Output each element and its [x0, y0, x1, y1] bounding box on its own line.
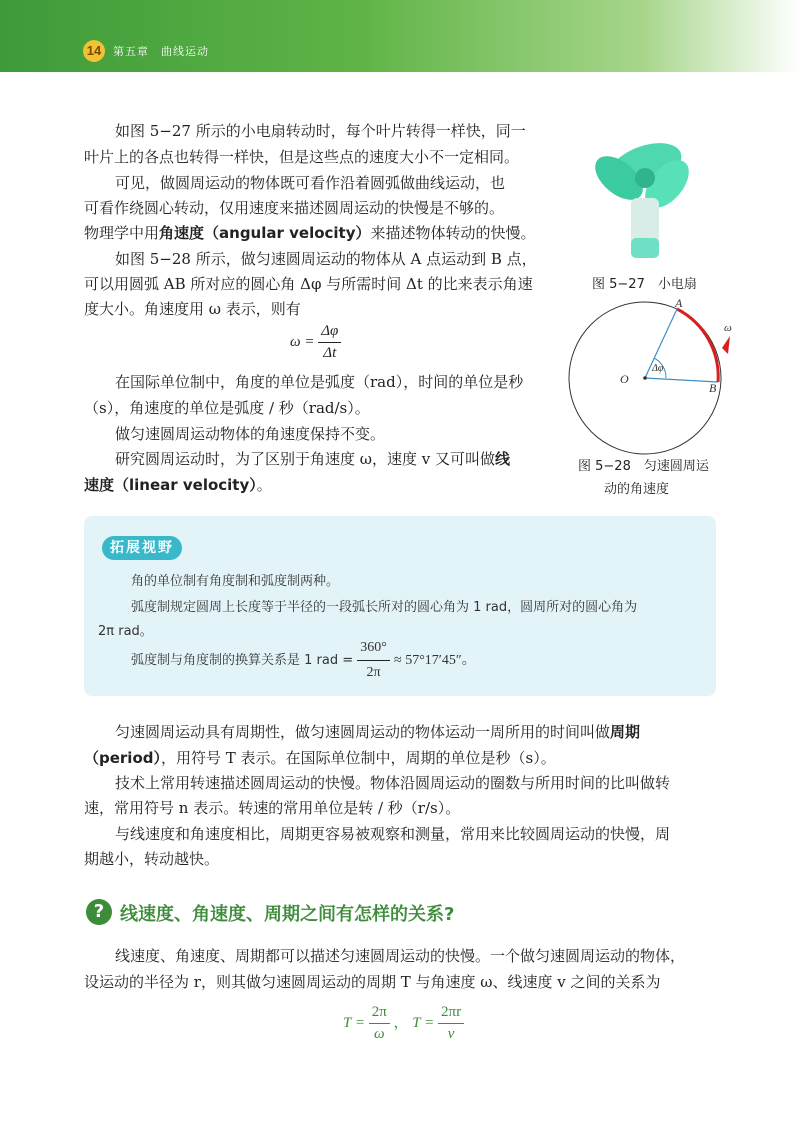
paragraph-line	[84, 473, 272, 499]
formula-lhs: T =	[343, 1014, 365, 1031]
text-run: 来描述物体转动的快慢。	[370, 224, 536, 242]
text-run: ≈ 57°17′45″。	[394, 653, 476, 668]
fraction	[369, 1004, 390, 1043]
section-title: 线速度、角速度、周期之间有怎样的关系?	[120, 904, 455, 925]
term-linear: 线	[495, 450, 511, 468]
circle-figure	[560, 296, 740, 456]
label-omega: ω	[724, 322, 732, 334]
fan-hub	[635, 168, 655, 188]
paragraph-line: 与线速度和角速度相比，周期更容易被观察和测量，常用来比较圆周运动的快慢，周	[115, 825, 671, 843]
box-line: 弧度制规定圆周上长度等于半径的一段弧长所对的圆心角为 1 rad，圆周所对的圆心角为	[131, 600, 638, 615]
fraction	[318, 323, 341, 362]
fan-figure	[585, 118, 705, 268]
direction-arrow-icon	[722, 336, 730, 354]
paragraph-line: 可以用圆弧 AB 所对应的圆心角 Δφ 与所需时间 Δt 的比来表示角速	[84, 275, 533, 293]
box-line: 2π rad。	[98, 624, 153, 639]
text-run: 物理学中用	[84, 224, 160, 242]
fraction-numerator: Δφ	[318, 323, 341, 343]
fraction-denominator: 2π	[366, 665, 381, 680]
formula-lhs: ω =	[290, 333, 315, 350]
paragraph-line: 速，常用符号 n 表示。转速的常用单位是转 / 秒（r/s）。	[84, 799, 461, 817]
paragraph-line: 如图 5−28 所示，做匀速圆周运动的物体从 A 点运动到 B 点，	[115, 250, 537, 268]
paragraph-line	[115, 720, 640, 746]
paragraph-line: 线速度、角速度、周期都可以描述匀速圆周运动的快慢。一个做匀速圆周运动的物体，	[115, 947, 686, 965]
paragraph-line: 可见，做圆周运动的物体既可看作沿着圆弧做曲线运动，也	[115, 174, 506, 192]
fraction-numerator: 360°	[357, 638, 390, 661]
center-point	[643, 376, 647, 380]
term-linear-velocity: 速度（linear velocity）	[84, 476, 257, 494]
radius-ob	[645, 378, 718, 382]
box-line-formula	[131, 638, 476, 683]
paragraph-line	[84, 221, 536, 247]
text-run: 研究圆周运动时，为了区别于角速度 ω，速度 v 又可叫做	[115, 450, 496, 468]
paragraph-line: 做匀速圆周运动物体的角速度保持不变。	[115, 425, 386, 443]
extension-box-title: 拓展视野	[102, 536, 182, 560]
separator: ，	[393, 1014, 409, 1031]
figure-caption: 图 5−28 匀速圆周运	[578, 459, 709, 474]
paragraph-line: 可看作绕圆心转动，仅用速度来描述圆周运动的快慢是不够的。	[84, 199, 505, 217]
fraction-denominator: Δt	[323, 345, 337, 361]
text-run: ，用符号 T 表示。在国际单位制中，周期的单位是秒（s）。	[161, 749, 556, 767]
fraction	[438, 1004, 464, 1043]
term-period-en: （period）	[84, 749, 161, 767]
fraction-denominator: v	[447, 1026, 455, 1042]
term-angular-velocity: 角速度（angular velocity）	[159, 224, 371, 242]
paragraph-line: 技术上常用转速描述圆周运动的快慢。物体沿圆周运动的圈数与所用时间的比叫做转	[115, 774, 671, 792]
label-b: B	[709, 381, 717, 395]
fan-handle-base	[631, 238, 659, 258]
label-o: O	[620, 372, 629, 386]
paragraph-line	[115, 447, 510, 473]
formula-omega	[290, 323, 341, 362]
paragraph-line	[84, 746, 556, 772]
paragraph-line: （s），角速度的单位是弧度 / 秒（rad/s）。	[84, 399, 370, 417]
paragraph-line: 叶片上的各点也转得一样快，但是这些点的速度大小不一定相同。	[84, 148, 520, 166]
paragraph-line: 设运动的半径为 r，则其做匀速圆周运动的周期 T 与角速度 ω、线速度 v 之间的关系为	[84, 973, 661, 991]
fraction-denominator: ω	[373, 1026, 385, 1042]
formula-period	[343, 1004, 464, 1043]
arc-ab	[677, 309, 718, 382]
figure-caption: 动的角速度	[604, 482, 670, 497]
page-header	[0, 0, 800, 72]
paragraph-line: 度大小。角速度用 ω 表示，则有	[84, 300, 301, 318]
question-icon: ?	[86, 899, 112, 925]
box-line: 角的单位制有角度制和弧度制两种。	[131, 574, 340, 589]
text-run: 匀速圆周运动具有周期性，做匀速圆周运动的物体运动一周所用的时间叫做	[115, 723, 611, 741]
chapter-title: 第五章 曲线运动	[113, 45, 209, 58]
paragraph-line: 期越小，转动越快。	[84, 850, 220, 868]
page-number: 14	[83, 40, 105, 62]
paragraph-line: 如图 5−27 所示的小电扇转动时，每个叶片转得一样快，同一	[115, 122, 526, 140]
label-a: A	[675, 296, 683, 310]
paragraph-line: 在国际单位制中，角度的单位是弧度（rad），时间的单位是秒	[115, 373, 524, 391]
figure-caption: 图 5−27 小电扇	[592, 277, 697, 292]
fraction-numerator: 2πr	[438, 1004, 464, 1024]
label-dphi: Δφ	[652, 363, 664, 374]
term-period: 周期	[610, 723, 641, 741]
text-run: 弧度制与角度制的换算关系是 1 rad =	[131, 653, 354, 668]
formula-lhs: T =	[412, 1014, 435, 1031]
text-run: 。	[256, 476, 272, 494]
fraction	[357, 638, 390, 683]
fraction-numerator: 2π	[369, 1004, 390, 1024]
